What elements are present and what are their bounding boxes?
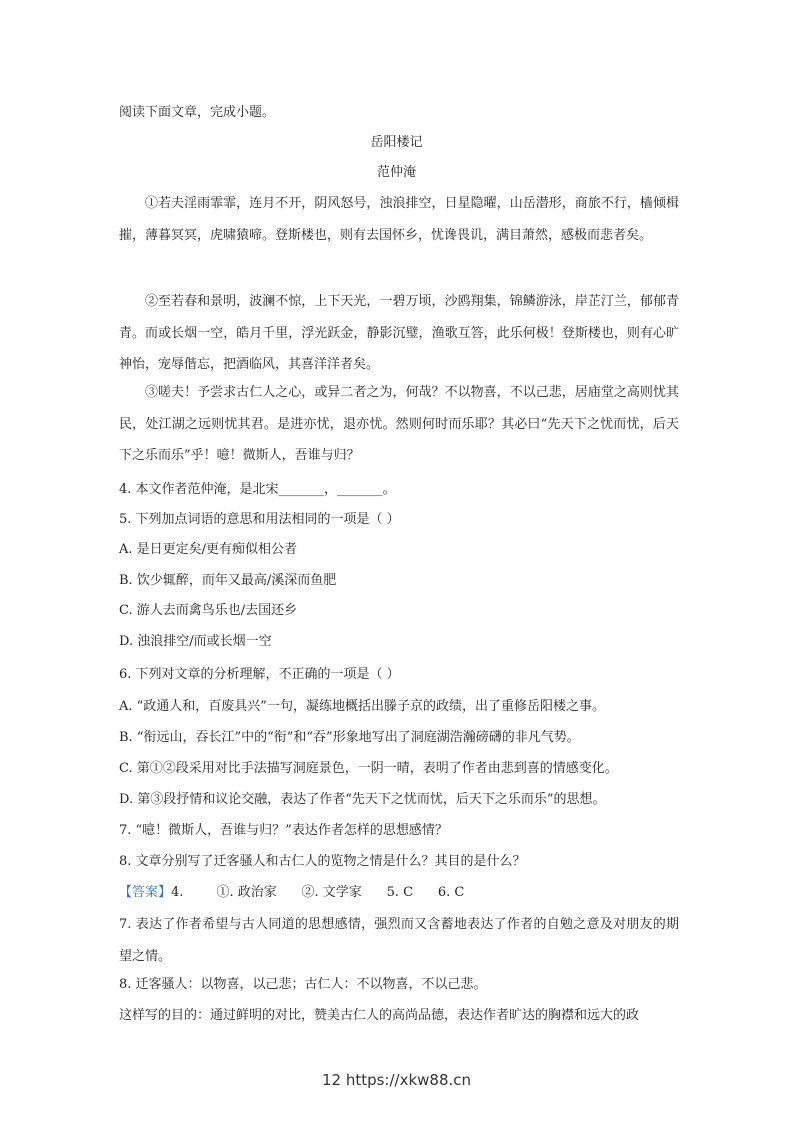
article-title: 岳阳楼记 <box>370 135 423 150</box>
paragraph-2: ②至若春和景明，波澜不惊，上下天光，一碧万顷，沙鸥翔集，锦鳞游泳，岸芷汀兰，郁郁青青。而或长烟一空，皓月千里，浮光跃金，静影沉璧，渔歌互答，此乐何极！登斯楼也，则有心旷神怡，宠辱偕忘，把酒临风，其喜洋洋者矣。 <box>119 294 679 372</box>
question-5-option-c: C. 游人去而禽鸟乐也/去国还乡 <box>119 603 298 618</box>
question-4: 4. 本文作者范仲淹，是北宋_______，_______。 <box>119 482 396 497</box>
question-6-option-c: C. 第①②段采用对比手法描写洞庭景色，一阴一晴，表明了作者由悲到喜的情感变化。 <box>119 761 618 776</box>
question-6-option-b: B. “衔远山，吞长江”中的“衔”和“吞”形象地写出了洞庭湖浩瀚磅礴的非凡气势。 <box>119 730 580 745</box>
intro-text: 阅读下面文章，完成小题。 <box>119 105 276 120</box>
question-8: 8. 文章分别写了迁客骚人和古仁人的览物之情是什么？其目的是什么？ <box>119 854 526 869</box>
question-5-option-a: A. 是日更定矣/更有痴似相公者 <box>119 542 298 557</box>
article-author: 范仲淹 <box>376 165 416 180</box>
question-5-option-d: D. 浊浪排空/而或长烟一空 <box>119 634 272 649</box>
question-6-option-d: D. 第③段抒情和议论交融，表达了作者“先天下之忧而忧，后天下之乐而乐”的思想。 <box>119 792 606 807</box>
paragraph-3: ③嗟夫！予尝求古仁人之心，或异二者之为，何哉？不以物喜，不以己悲，居庙堂之高则忧其民，处江湖之远则忧其君。是进亦忧，退亦忧。然则何时而乐耶？其必曰“先天下之忧而忧，后天下之乐而乐”乎！噫！微斯人，吾谁与归？ <box>119 385 679 463</box>
question-6: 6. 下列对文章的分析理解，不正确的一项是（ ） <box>119 667 400 682</box>
answer-8: 8. 迁客骚人：以物喜，以己悲；古仁人：不以物喜，不以己悲。 <box>119 977 487 992</box>
answer-8-purpose: 这样写的目的：通过鲜明的对比，赞美古仁人的高尚品德，表达作者旷达的胸襟和远大的政 <box>119 1008 640 1023</box>
paragraph-1: ①若夫淫雨霏霏，连月不开，阴风怒号，浊浪排空，日星隐曜，山岳潜形，商旅不行，樯倾楫摧，薄暮冥冥，虎啸猿啼。登斯楼也，则有去国怀乡，忧谗畏讥，满目萧然，感极而悲者矣。 <box>119 196 679 243</box>
question-5-option-b: B. 饮少辄醉，而年又最高/溪深而鱼肥 <box>119 573 337 588</box>
answer-line <box>119 885 464 901</box>
answer-tag: 【答案】 <box>119 885 172 900</box>
answer-choices: 4. ①. 政治家 ②. 文学家 5. C 6. C <box>171 885 465 900</box>
question-6-option-a: A. “政通人和，百废具兴”一句，凝练地概括出滕子京的政绩，出了重修岳阳楼之事。 <box>119 699 605 714</box>
question-5: 5. 下列加点词语的意思和用法相同的一项是（ ） <box>119 512 400 527</box>
question-7: 7. “噫！微斯人，吾谁与归？”表达作者怎样的思想感情？ <box>119 823 448 838</box>
page-footer: 12 https://xkw88.cn <box>321 1071 472 1089</box>
answer-7: 7. 表达了作者希望与古人同道的思想感情，强烈而又含蓄地表达了作者的自勉之意及对朋友的期望之情。 <box>119 917 679 964</box>
